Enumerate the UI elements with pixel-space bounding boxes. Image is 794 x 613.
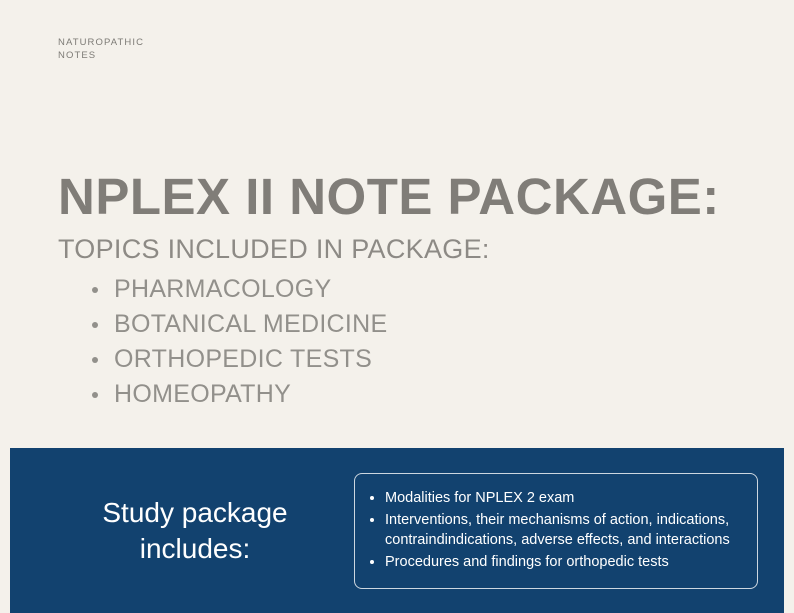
brand-logo [58, 36, 144, 62]
list-item: BOTANICAL MEDICINE [92, 307, 754, 342]
band-heading [54, 495, 354, 567]
topics-list [58, 272, 754, 412]
list-item: Interventions, their mechanisms of action, indications, contraindindications, adverse effects, and interactions [365, 510, 739, 550]
band-inner [10, 448, 784, 613]
main-content [58, 168, 754, 412]
list-item: PHARMACOLOGY [92, 272, 754, 307]
list-item: Modalities for NPLEX 2 exam [365, 488, 739, 508]
band-details-list [365, 488, 739, 572]
brand-line-1: NATUROPATHIC [58, 37, 145, 48]
page-title: NPLEX II NOTE PACKAGE: [58, 168, 720, 225]
band-heading-line-1: Study package [102, 496, 288, 528]
band-details-box [354, 473, 758, 589]
study-package-band [10, 448, 784, 613]
band-heading-line-2: includes: [139, 532, 251, 564]
list-item: ORTHOPEDIC TESTS [92, 342, 754, 377]
topics-subtitle: TOPICS INCLUDED IN PACKAGE: [58, 234, 490, 264]
brand-line-2: NOTES [58, 50, 97, 61]
list-item: Procedures and findings for orthopedic tests [365, 552, 739, 572]
list-item: HOMEOPATHY [92, 377, 754, 412]
